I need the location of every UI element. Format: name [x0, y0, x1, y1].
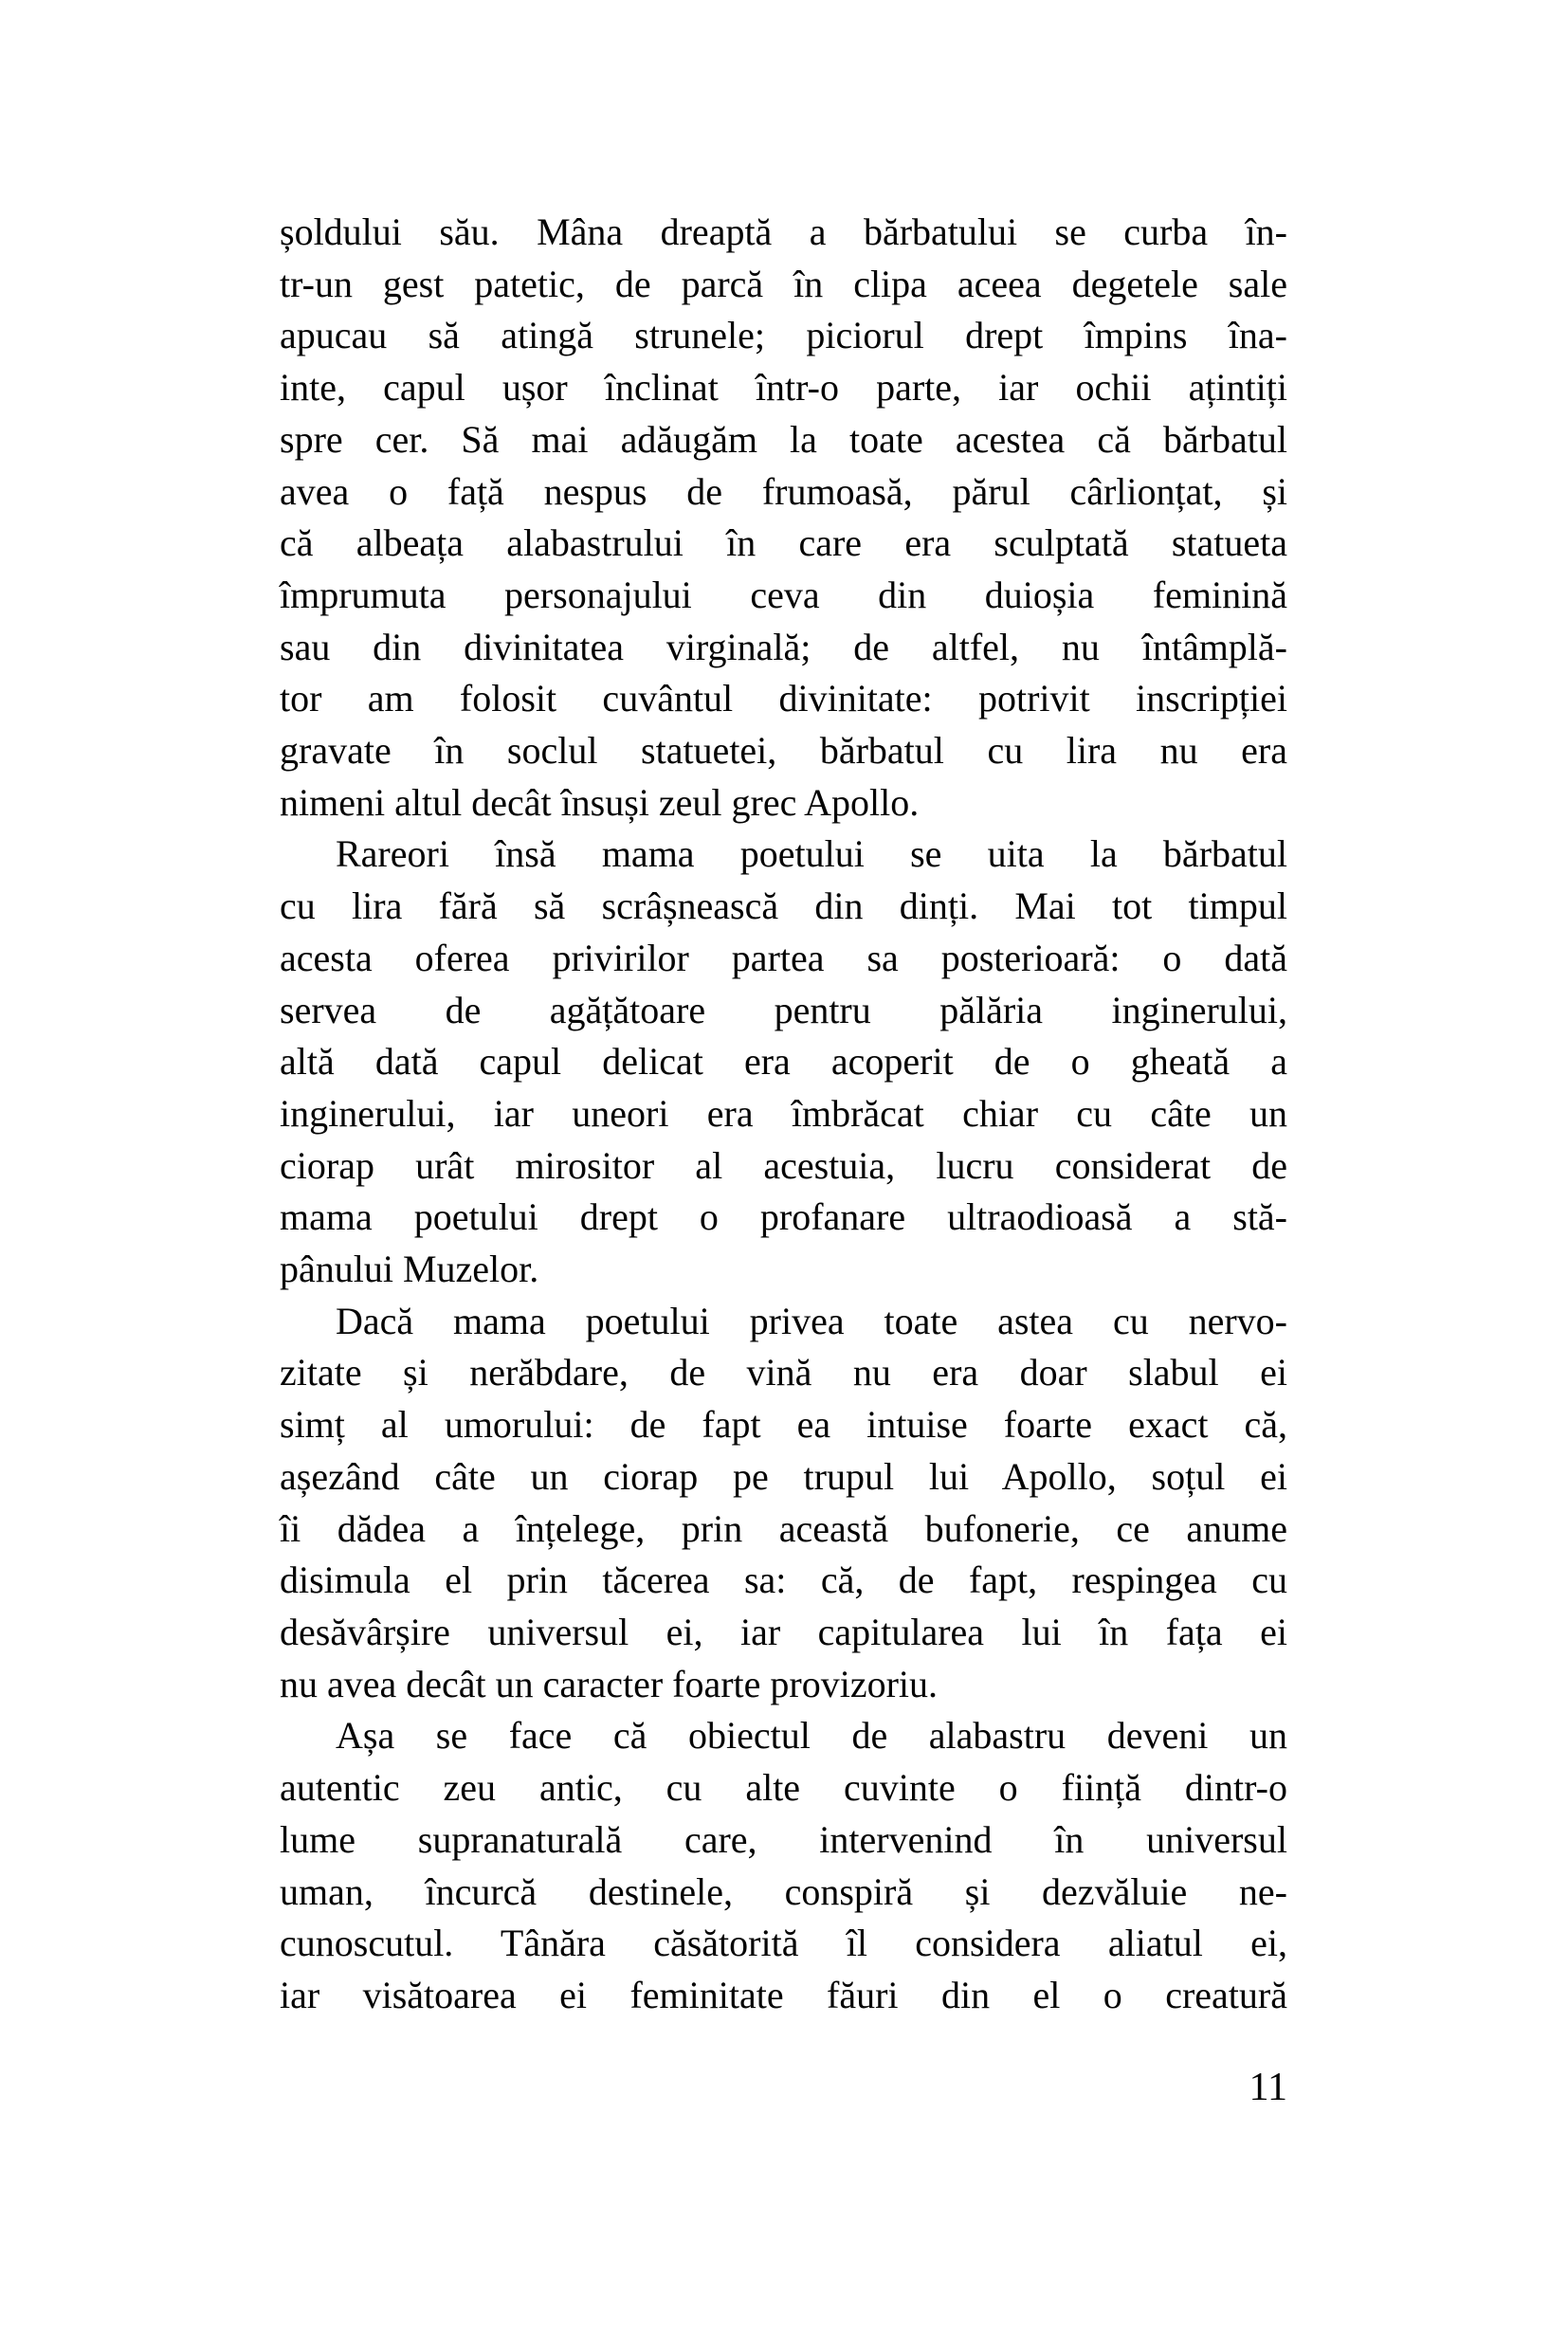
- paragraph: [280, 829, 1287, 1295]
- text-line: cu lira fără să scrâșnească din dinți. Mai tot timpul: [280, 884, 1287, 928]
- text-line: nu avea decât un caracter foarte provizoriu.: [280, 1662, 939, 1705]
- text-line: Așa se face că obiectul de alabastru deveni un: [336, 1714, 1287, 1758]
- text-line: acesta oferea privirilor partea sa posterioară: o dată: [280, 936, 1287, 979]
- text-line: pânului Muzelor.: [280, 1248, 539, 1291]
- text-line: uman, încurcă destinele, conspiră și dezvăluie ne-: [280, 1869, 1287, 1913]
- paragraph: [280, 1710, 1287, 2021]
- text-line: nimeni altul decât însuși zeul grec Apollo.: [280, 780, 920, 824]
- text-line: simț al umorului: de fapt ea intuise foarte exact că,: [280, 1403, 1287, 1447]
- text-line: așezând câte un ciorap pe trupul lui Apollo, soțul ei: [280, 1454, 1287, 1498]
- text-line: avea o față nespus de frumoasă, părul cârlionțat, și: [280, 469, 1287, 513]
- text-line: șoldului său. Mâna dreaptă a bărbatului se curba în-: [280, 210, 1287, 253]
- text-line: lume supranaturală care, intervenind în universul: [280, 1817, 1287, 1861]
- text-line: gravate în soclul statuetei, bărbatul cu lira nu era: [280, 729, 1287, 773]
- text-line: tor am folosit cuvântul divinitate: potrivit inscripției: [280, 677, 1287, 720]
- text-line: iar visătoarea ei feminitate făuri din el o creatură: [280, 1973, 1287, 2016]
- text-line: zitate și nerăbdare, de vină nu era doar slabul ei: [280, 1351, 1287, 1394]
- text-line: Dacă mama poetului privea toate astea cu nervo-: [336, 1299, 1287, 1342]
- text-line: sau din divinitatea virginală; de altfel, nu întâmplă-: [280, 625, 1287, 668]
- text-line: Rareori însă mama poetului se uita la bărbatul: [336, 832, 1287, 876]
- text-line: autentic zeu antic, cu alte cuvinte o ființă dintr-o: [280, 1766, 1287, 1810]
- text-line: mama poetului drept o profanare ultraodioasă a stă-: [280, 1195, 1287, 1239]
- text-line: apucau să atingă strunele; piciorul drept împins îna-: [280, 314, 1287, 357]
- page-number: 11: [1249, 2066, 1287, 2109]
- text-line: desăvârșire universul ei, iar capitularea lui în fața ei: [280, 1610, 1287, 1653]
- text-line: tr-un gest patetic, de parcă în clipa aceea degetele sale: [280, 262, 1287, 305]
- text-line: spre cer. Să mai adăugăm la toate acestea că bărbatul: [280, 417, 1287, 461]
- text-line: inginerului, iar uneori era îmbrăcat chiar cu câte un: [280, 1091, 1287, 1135]
- text-block: [280, 207, 1287, 2022]
- text-line: că albeața alabastrului în care era sculptată statueta: [280, 521, 1287, 565]
- text-line: îi dădea a înțelege, prin această bufonerie, ce anume: [280, 1506, 1287, 1550]
- text-line: împrumuta personajului ceva din duioșia feminină: [280, 573, 1287, 616]
- paragraph: [280, 1296, 1287, 1711]
- text-line: altă dată capul delicat era acoperit de o gheată a: [280, 1040, 1287, 1084]
- text-line: ciorap urât mirositor al acestuia, lucru considerat de: [280, 1143, 1287, 1187]
- paragraph: [280, 207, 1287, 829]
- text-line: servea de agățătoare pentru pălăria inginerului,: [280, 988, 1287, 1031]
- text-line: cunoscutul. Tânăra căsătorită îl considera aliatul ei,: [280, 1922, 1287, 1965]
- text-line: inte, capul ușor înclinat într-o parte, iar ochii ațintiți: [280, 366, 1287, 410]
- text-line: disimula el prin tăcerea sa: că, de fapt, respingea cu: [280, 1558, 1287, 1602]
